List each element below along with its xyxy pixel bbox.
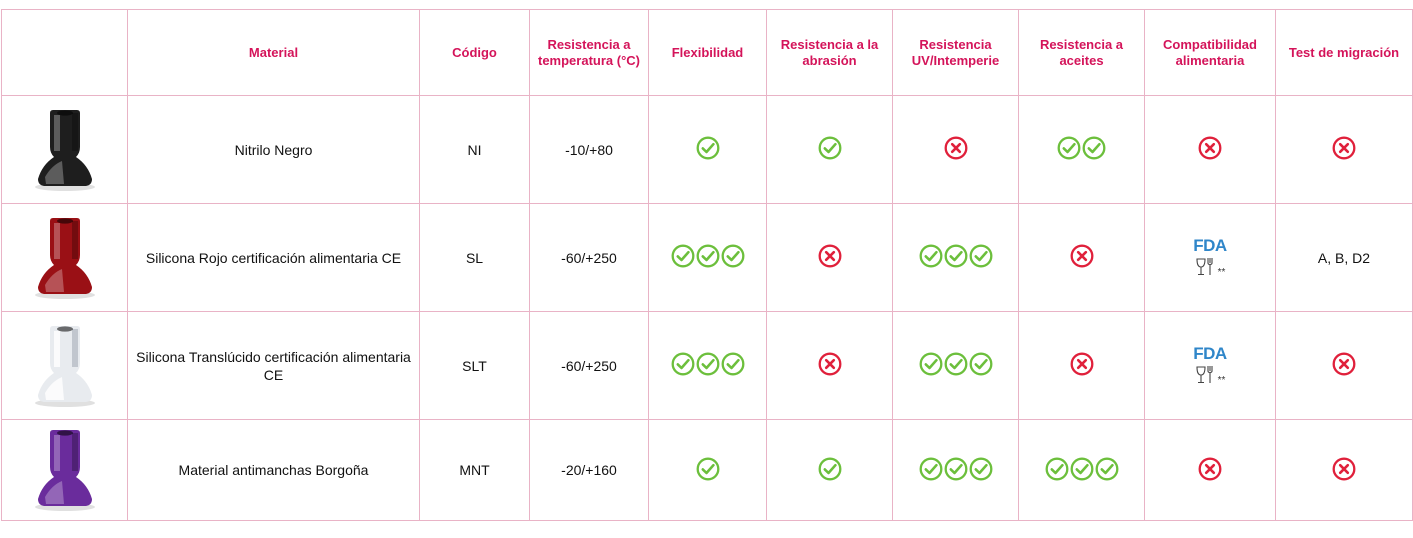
check-icons — [919, 457, 993, 481]
check-circle-icon — [944, 244, 968, 268]
cross-circle-icon — [1070, 244, 1094, 268]
material-cell: Silicona Rojo certificación alimentaria CE — [128, 204, 420, 312]
abrasion-cell — [767, 420, 893, 521]
header-abrasion: Resistencia a la abrasión — [767, 10, 893, 96]
cross-circle-icon — [818, 244, 842, 268]
header-row — [2, 10, 1413, 96]
cross-circle-icon — [1332, 136, 1356, 160]
check-circle-icon — [818, 136, 842, 160]
check-circle-icon — [818, 457, 842, 481]
check-circle-icon — [1057, 136, 1081, 160]
check-circle-icon — [969, 457, 993, 481]
abrasion-cell — [767, 204, 893, 312]
check-icons — [696, 136, 720, 160]
check-circle-icon — [1070, 457, 1094, 481]
food-contact-mark — [1195, 364, 1226, 386]
oils-cell — [1019, 96, 1145, 204]
cross-circle-icon — [1198, 136, 1222, 160]
table-row — [2, 312, 1413, 420]
check-circle-icon — [721, 244, 745, 268]
check-icons — [671, 352, 745, 376]
food-compat-cell — [1145, 96, 1276, 204]
migration-cell — [1276, 96, 1413, 204]
check-circle-icon — [696, 136, 720, 160]
header-oils: Resistencia a aceites — [1019, 10, 1145, 96]
code-cell: MNT — [420, 420, 530, 521]
cross-circle-icon — [818, 352, 842, 376]
uv-cell — [893, 312, 1019, 420]
check-circle-icon — [1095, 457, 1119, 481]
check-circle-icon — [1045, 457, 1069, 481]
flexibility-cell — [649, 420, 767, 521]
flexibility-cell — [649, 96, 767, 204]
materials-table — [1, 9, 1413, 521]
product-image-cell — [2, 420, 128, 521]
check-icons — [696, 457, 720, 481]
check-circle-icon — [919, 457, 943, 481]
uv-cell — [893, 204, 1019, 312]
red-suction-cup-image — [30, 215, 100, 301]
flexibility-cell — [649, 312, 767, 420]
check-icons — [1057, 136, 1106, 160]
glass-fork-icon — [1195, 364, 1217, 386]
check-circle-icon — [721, 352, 745, 376]
white-suction-cup-image — [30, 323, 100, 409]
material-cell: Nitrilo Negro — [128, 96, 420, 204]
uv-cell — [893, 420, 1019, 521]
abrasion-cell — [767, 96, 893, 204]
check-circle-icon — [944, 457, 968, 481]
check-icons — [1045, 457, 1119, 481]
check-circle-icon — [696, 352, 720, 376]
migration-cell — [1276, 420, 1413, 521]
purple-suction-cup-image — [30, 427, 100, 513]
food-contact-note: ** — [1217, 375, 1226, 386]
check-circle-icon — [1082, 136, 1106, 160]
check-circle-icon — [969, 244, 993, 268]
cross-circle-icon — [1332, 457, 1356, 481]
check-icons — [818, 457, 842, 481]
uv-cell — [893, 96, 1019, 204]
code-cell: NI — [420, 96, 530, 204]
product-image-cell — [2, 204, 128, 312]
migration-cell — [1276, 312, 1413, 420]
check-icons — [671, 244, 745, 268]
oils-cell — [1019, 420, 1145, 521]
code-cell: SL — [420, 204, 530, 312]
food-contact-note: ** — [1217, 267, 1226, 278]
food-certification — [1193, 345, 1226, 386]
material-cell: Material antimanchas Borgoña — [128, 420, 420, 521]
food-certification — [1193, 237, 1226, 278]
cross-circle-icon — [1332, 352, 1356, 376]
check-circle-icon — [696, 457, 720, 481]
table-row — [2, 96, 1413, 204]
header-material: Material — [128, 10, 420, 96]
abrasion-cell — [767, 312, 893, 420]
migration-value: A, B, D2 — [1317, 249, 1371, 266]
oils-cell — [1019, 312, 1145, 420]
check-icons — [919, 352, 993, 376]
header-code: Código — [420, 10, 530, 96]
material-cell: Silicona Translúcido certificación alimentaria CE — [128, 312, 420, 420]
check-icons — [818, 136, 842, 160]
food-compat-cell — [1145, 420, 1276, 521]
code-cell: SLT — [420, 312, 530, 420]
migration-cell — [1276, 204, 1413, 312]
cross-circle-icon — [1070, 352, 1094, 376]
check-circle-icon — [919, 244, 943, 268]
table-row — [2, 204, 1413, 312]
check-circle-icon — [969, 352, 993, 376]
check-circle-icon — [944, 352, 968, 376]
header-food: Compatibilidad alimentaria — [1145, 10, 1276, 96]
header-uv: Resistencia UV/Intemperie — [893, 10, 1019, 96]
food-compat-cell — [1145, 204, 1276, 312]
temperature-cell: -60/+250 — [530, 312, 649, 420]
fda-logo: FDA — [1193, 236, 1227, 255]
temperature-cell: -20/+160 — [530, 420, 649, 521]
check-circle-icon — [696, 244, 720, 268]
header-migration: Test de migración — [1276, 10, 1413, 96]
food-compat-cell — [1145, 312, 1276, 420]
product-image-cell — [2, 96, 128, 204]
oils-cell — [1019, 204, 1145, 312]
header-temperature: Resistencia a temperatura (°C) — [530, 10, 649, 96]
temperature-cell: -10/+80 — [530, 96, 649, 204]
product-image-cell — [2, 312, 128, 420]
glass-fork-icon — [1195, 256, 1217, 278]
fda-logo: FDA — [1193, 344, 1227, 363]
header-image — [2, 10, 128, 96]
table-row — [2, 420, 1413, 521]
black-suction-cup-image — [30, 107, 100, 193]
header-flexibility: Flexibilidad — [649, 10, 767, 96]
check-circle-icon — [671, 352, 695, 376]
cross-circle-icon — [944, 136, 968, 160]
flexibility-cell — [649, 204, 767, 312]
check-circle-icon — [671, 244, 695, 268]
check-icons — [919, 244, 993, 268]
cross-circle-icon — [1198, 457, 1222, 481]
check-circle-icon — [919, 352, 943, 376]
food-contact-mark — [1195, 256, 1226, 278]
temperature-cell: -60/+250 — [530, 204, 649, 312]
